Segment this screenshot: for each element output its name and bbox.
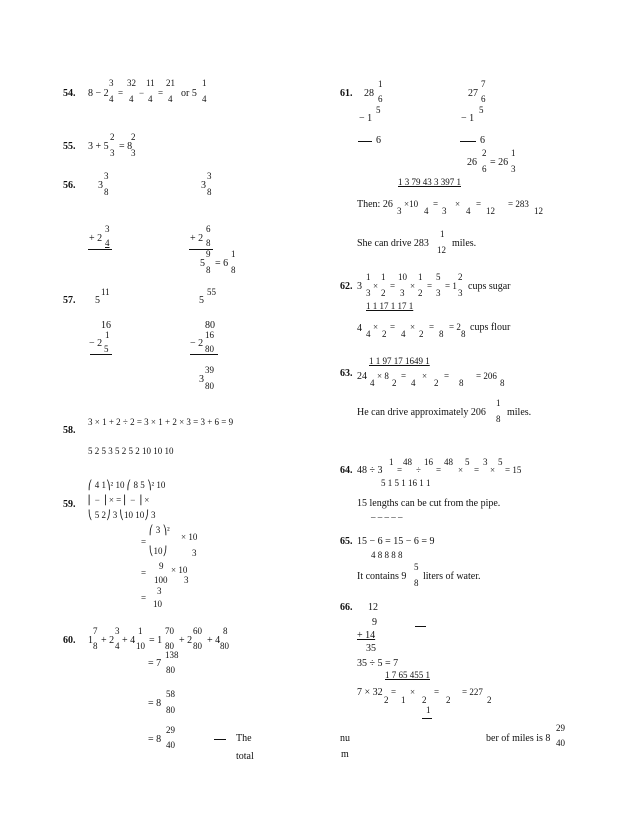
numerator: 2 (482, 148, 487, 158)
expr: − 2 (89, 338, 103, 349)
numerator: 3 (104, 171, 109, 181)
expr: 3 (442, 206, 447, 216)
expr: + 2 (179, 635, 193, 646)
numerator: 5 (414, 562, 419, 572)
expr: × (373, 322, 379, 332)
expr: × (410, 281, 416, 291)
expr: ⎜ − ⎟ × = ⎜ − ⎟ × (88, 495, 150, 505)
expr: ⎛ 4 1⎞² 10 ⎛ 8 5 ⎞² 10 (88, 480, 166, 490)
numerator: 3 (157, 586, 162, 596)
underline (358, 141, 372, 142)
expr: × (422, 371, 428, 381)
expr: 2 (422, 695, 427, 705)
problem-number: 57. (63, 295, 76, 306)
text: The (236, 733, 252, 744)
numerator: 1 (378, 79, 383, 89)
expr: = (401, 371, 407, 381)
expr: = (141, 537, 147, 547)
expr: × 10 (171, 565, 188, 575)
expr: × (455, 199, 461, 209)
problem-number: 63. (340, 368, 353, 379)
numerator: 1 (202, 78, 207, 88)
numerator: 29 (166, 725, 175, 735)
denominator: 80 (193, 641, 202, 651)
numerator: 55 (207, 287, 216, 297)
expr: 4 8 8 8 8 (371, 550, 403, 560)
expr: 6 (480, 135, 485, 146)
problem-number: 59. (63, 499, 76, 510)
expr: = 8 (148, 698, 162, 709)
denominator: 80 (166, 705, 175, 715)
problem-number: 56. (63, 180, 76, 191)
expr: 6 (376, 135, 381, 146)
expr: = (444, 371, 450, 381)
numerator: 3 (207, 171, 212, 181)
dash (415, 626, 426, 627)
expr: = 1 (445, 281, 457, 291)
expr: = (391, 687, 397, 697)
numerator: 1 (389, 457, 394, 467)
numerator: 10 (398, 272, 407, 282)
expr: 80 (205, 320, 215, 331)
expr: 5 1 5 1 16 1 1 (381, 478, 431, 488)
denominator: 80 (220, 641, 229, 651)
expr: 7 × 32 (357, 687, 383, 698)
denominator: 80 (205, 344, 214, 354)
expr: 3 (199, 374, 204, 385)
expr: 5 (199, 295, 204, 306)
numerator: 1 (138, 626, 143, 636)
expr: 5 (200, 258, 205, 269)
problem-number: 55. (63, 141, 76, 152)
denominator: 3 (184, 575, 189, 585)
expr: = (118, 88, 124, 98)
expr: 1 (401, 695, 406, 705)
text: He can drive approximately 206 (357, 407, 486, 418)
numerator: 58 (166, 689, 175, 699)
expr: = (434, 687, 440, 697)
text: liters of water. (423, 571, 481, 582)
numerator: 5 (436, 272, 441, 282)
expr: 3 (357, 281, 362, 292)
expr: − (139, 88, 145, 98)
expr: = 283 (508, 199, 529, 209)
numerator: 11 (101, 287, 110, 297)
expr: = 2 (449, 322, 461, 332)
denominator: 3 (110, 148, 115, 158)
expr: 35 ÷ 5 = 7 (357, 658, 399, 669)
numerator: 32 (127, 78, 136, 88)
numerator: 9 (159, 561, 164, 571)
text: miles. (507, 407, 532, 418)
expr: ÷ (416, 465, 421, 475)
problem-number: 64. (340, 465, 353, 476)
numerator: 9 (206, 249, 211, 259)
problem-number: 61. (340, 88, 353, 99)
expr: 8 − 2 (88, 88, 109, 99)
numerator: 16 (424, 457, 433, 467)
numerator: 48 (444, 457, 453, 467)
expr: 5 2 5 3 5 2 5 2 10 10 10 (88, 446, 174, 456)
numerator: 5 (498, 457, 503, 467)
expr: 15 − 6 = 15 − 6 = 9 (357, 536, 435, 547)
expr: − 1 (461, 113, 475, 124)
expr: = (436, 465, 442, 475)
numerator: 8 (223, 626, 228, 636)
denominator: 10 (153, 599, 162, 609)
expr: or 5 (181, 88, 197, 99)
expr: × (373, 281, 379, 291)
denominator: 8 (414, 578, 419, 588)
denominator: 4 (168, 94, 173, 104)
numerator: 3 (115, 626, 120, 636)
numerator: 1 (231, 249, 236, 259)
denominator: 2 (381, 288, 386, 298)
denominator: 6 (482, 164, 487, 174)
expr: 4 (411, 378, 416, 388)
denominator: 3 (436, 288, 441, 298)
denominator: 3 (400, 288, 405, 298)
numerator: 1 (366, 272, 371, 282)
text: cups sugar (468, 281, 511, 292)
expr: 3 (192, 548, 197, 558)
denominator: 10 (136, 641, 145, 651)
numerator: 48 (403, 457, 412, 467)
numerator: 1 (440, 229, 445, 239)
expr: 2 (434, 378, 439, 388)
text: It contains 9 (357, 571, 407, 582)
expr: 8 (500, 378, 505, 388)
denominator: 4 (202, 94, 207, 104)
expr: 2 (384, 695, 389, 705)
underline (88, 249, 112, 250)
expr: 2 (487, 695, 492, 705)
text: cups flour (470, 322, 511, 333)
problem-number: 58. (63, 425, 76, 436)
denominator: 8 (104, 187, 109, 197)
expr: ⎝ 5 2⎠ 3 ⎝10 10⎠ 3 (88, 510, 156, 520)
denominator: 8 (496, 414, 501, 424)
numerator: 3 (109, 78, 114, 88)
expr: + 2 (89, 233, 103, 244)
denominator: 100 (154, 575, 168, 585)
expr: 12 (534, 206, 543, 216)
text: nu (340, 733, 350, 744)
expr: 12 (368, 602, 378, 613)
denominator: 3 (511, 164, 516, 174)
numerator: 2 (458, 272, 463, 282)
underline (190, 354, 218, 355)
expr: 12 (486, 206, 495, 216)
numerator: 21 (166, 78, 175, 88)
denominator: 80 (205, 381, 214, 391)
expr: 4 (401, 329, 406, 339)
expr: 2 (392, 378, 397, 388)
expr: 16 (101, 320, 111, 331)
numerator: 11 (146, 78, 155, 88)
numerator: 5 (376, 105, 381, 115)
denominator: 8 (231, 265, 236, 275)
expr: 35 (366, 643, 376, 654)
expr: 2 (382, 329, 387, 339)
problem-number: 60. (63, 635, 76, 646)
expr: = (141, 568, 147, 578)
underline (460, 141, 476, 142)
numerator: 138 (165, 650, 179, 660)
denominator: 8 (206, 265, 211, 275)
expr: = 15 (505, 465, 522, 475)
numerator: 60 (193, 626, 202, 636)
numerator: 2 (110, 132, 115, 142)
expr: × 10 (181, 532, 198, 542)
expr: × (410, 322, 416, 332)
denominator: 80 (165, 641, 174, 651)
expr: = (390, 322, 396, 332)
expr: 3 (201, 180, 206, 191)
expr: + 4 (122, 635, 136, 646)
expr: 26 (467, 157, 477, 168)
expr: = 26 (490, 157, 509, 168)
expr: − 1 (359, 113, 373, 124)
expr: 48 ÷ 3 (357, 465, 383, 476)
expr: = 8 (119, 141, 133, 152)
expr: = 206 (476, 371, 497, 381)
numerator: 7 (93, 626, 98, 636)
problem-number: 54. (63, 88, 76, 99)
numerator: 1 (418, 272, 423, 282)
denominator: 2 (418, 288, 423, 298)
expr: 4 (366, 329, 371, 339)
expr: – – – – – (371, 512, 403, 522)
numerator: 39 (205, 365, 214, 375)
expr: + 14 (357, 630, 376, 641)
expr: = 6 (215, 258, 229, 269)
expr: 4 (424, 206, 429, 216)
expr: 1 (426, 705, 431, 715)
text: ber of miles is 8 (486, 733, 551, 744)
expr: Then: 26 (357, 199, 393, 210)
expr: 4 (357, 323, 362, 334)
expr: = (397, 465, 403, 475)
denominator: 4 (105, 238, 110, 248)
expr: 24 (357, 371, 367, 382)
dash (422, 718, 432, 719)
expr: + 2 (101, 635, 115, 646)
expr: × (490, 465, 496, 475)
numerator: 5 (479, 105, 484, 115)
expr: = (474, 465, 480, 475)
numerator: 1 (105, 330, 110, 340)
expr: 8 (461, 329, 466, 339)
text: m (341, 749, 349, 760)
expr: × 8 (377, 371, 389, 381)
expr: ⎛ 3 ⎞² (149, 525, 170, 535)
expr: 3 × 1 + 2 ÷ 2 = 3 × 1 + 2 × 3 = 3 + 6 = 9 (88, 417, 234, 427)
expr: + 2 (190, 233, 204, 244)
expr: = 227 (462, 687, 483, 697)
numerator: 7 (481, 79, 486, 89)
expr: 8 (459, 378, 464, 388)
expr: 3 (397, 206, 402, 216)
expr: = 7 (148, 658, 162, 669)
denominator: 80 (166, 665, 175, 675)
expr: 27 (468, 88, 478, 99)
expr: 8 (439, 329, 444, 339)
expr: = (427, 281, 433, 291)
expr: = (433, 199, 439, 209)
expr: ×10 (404, 199, 419, 209)
denominator: 8 (207, 187, 212, 197)
expr: = 1 (149, 635, 163, 646)
numerator: 3 (483, 457, 488, 467)
denominator: 3 (131, 148, 136, 158)
expr: 1 7 65 455 1 (385, 670, 430, 680)
denominator: 6 (481, 94, 486, 104)
problem-number: 62. (340, 281, 353, 292)
numerator: 2 (131, 132, 136, 142)
numerator: 29 (556, 723, 565, 733)
expr: 2 (446, 695, 451, 705)
denominator: 4 (115, 641, 120, 651)
denominator: 5 (104, 344, 109, 354)
text: miles. (452, 238, 477, 249)
numerator: 3 (105, 224, 110, 234)
denominator: 3 (458, 288, 463, 298)
denominator: 3 (366, 288, 371, 298)
numerator: 1 (496, 398, 501, 408)
expr: = (429, 322, 435, 332)
expr: 4 (370, 378, 375, 388)
denominator: 12 (437, 245, 446, 255)
problem-number: 65. (340, 536, 353, 547)
expr: = (158, 88, 164, 98)
numerator: 16 (205, 330, 214, 340)
expr: = (390, 281, 396, 291)
denominator: 4 (148, 94, 153, 104)
expr: × (410, 687, 416, 697)
expr: ⎝10⎠ (149, 546, 167, 556)
denominator: 4 (109, 94, 114, 104)
denominator: 40 (556, 738, 565, 748)
expr: 3 (98, 180, 103, 191)
expr: = (141, 593, 147, 603)
text: She can drive 283 (357, 238, 429, 249)
numerator: 6 (206, 224, 211, 234)
expr: = (476, 199, 482, 209)
expr: 1 1 17 1 17 1 (366, 301, 414, 311)
numerator: 1 (511, 148, 516, 158)
problem-number: 66. (340, 602, 353, 613)
expr: + 4 (207, 635, 221, 646)
expr: 1 (88, 635, 93, 646)
text: total (236, 751, 254, 762)
expr: 4 (466, 206, 471, 216)
numerator: 5 (465, 457, 470, 467)
denominator: 8 (93, 641, 98, 651)
numerator: 1 (381, 272, 386, 282)
numerator: 70 (165, 626, 174, 636)
underline (90, 354, 112, 355)
expr: 28 (364, 88, 374, 99)
expr: = 8 (148, 734, 162, 745)
expr: × (458, 465, 464, 475)
denominator: 6 (378, 94, 383, 104)
expr: 3 + 5 (88, 141, 109, 152)
expr: 1 3 79 43 3 397 1 (398, 177, 461, 187)
denominator: 4 (129, 94, 134, 104)
denominator: 40 (166, 740, 175, 750)
expr: 9 (372, 617, 377, 628)
dash (214, 739, 226, 740)
expr: 2 (419, 329, 424, 339)
expr: 5 (95, 295, 100, 306)
text: 15 lengths can be cut from the pipe. (357, 498, 501, 509)
denominator: 8 (206, 238, 211, 248)
expr: − 2 (190, 338, 204, 349)
expr: 1 1 97 17 1649 1 (369, 356, 430, 366)
